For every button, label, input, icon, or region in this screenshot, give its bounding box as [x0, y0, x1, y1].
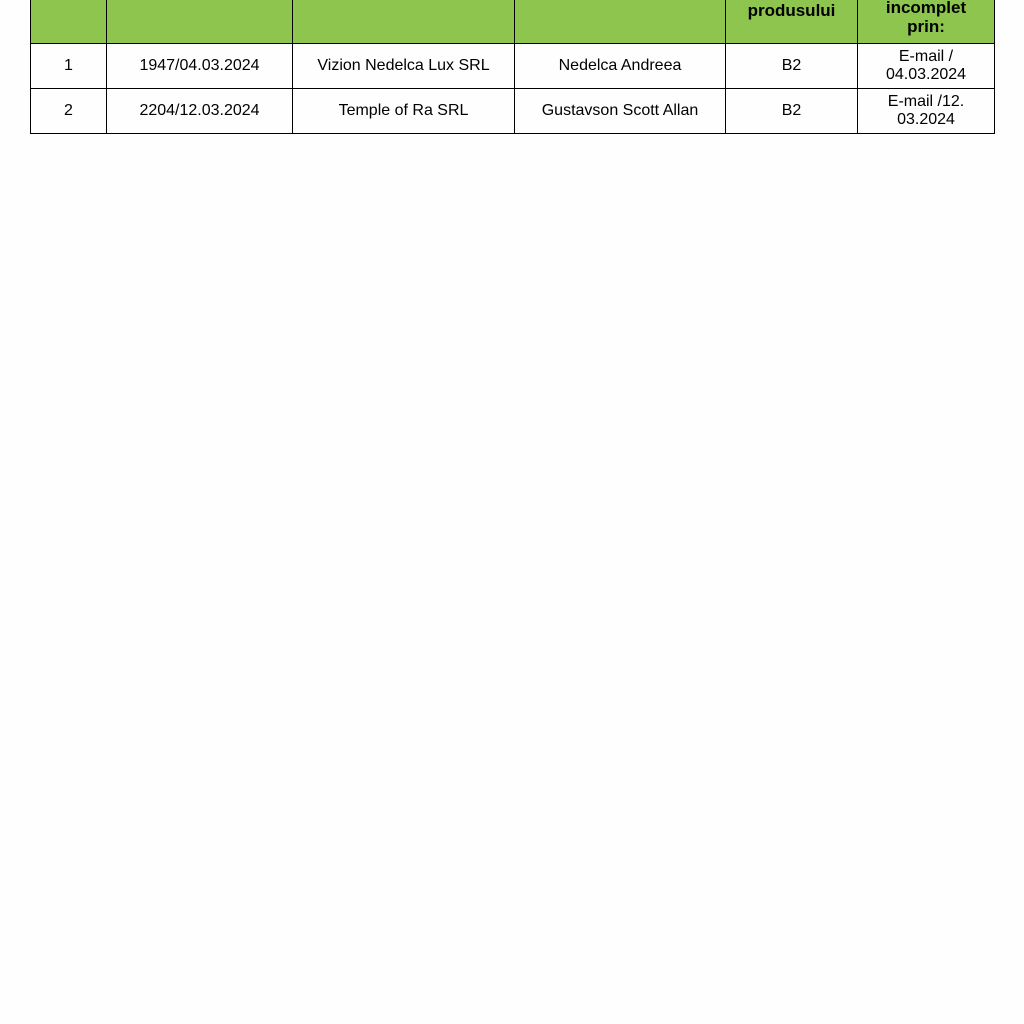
cell-inregistrare: 1947/04.03.2024 [107, 44, 293, 89]
cell-administrator: Nedelca Andreea [515, 44, 726, 89]
header-nr-inregistrare [107, 0, 293, 44]
cell-administrator: Gustavson Scott Allan [515, 89, 726, 134]
table-row [31, 44, 995, 89]
cell-nr: 2 [31, 89, 107, 134]
exhibitor-table [30, 0, 995, 134]
cell-nr: 1 [31, 44, 107, 89]
cell-expozant: Temple of Ra SRL [293, 89, 515, 134]
cell-produs: B2 [726, 89, 858, 134]
cell-incomplet [858, 89, 995, 134]
table-header-row [31, 0, 995, 44]
cell-incomplet [858, 44, 995, 89]
header-nume-administrator [515, 0, 726, 44]
cell-incomplet-text: E-mail /12. 03.2024 [887, 93, 965, 128]
cell-incomplet-text: E-mail / 04.03.2024 [885, 48, 967, 83]
cell-expozant: Vizion Nedelca Lux SRL [293, 44, 515, 89]
header-nr-crt [31, 0, 107, 44]
header-nume-expozant [293, 0, 515, 44]
cell-produs: B2 [726, 44, 858, 89]
header-produsului: produsului [726, 0, 858, 44]
table-row [31, 89, 995, 134]
cell-inregistrare: 2204/12.03.2024 [107, 89, 293, 134]
header-incomplet-prin: incomplet prin: [858, 0, 995, 44]
